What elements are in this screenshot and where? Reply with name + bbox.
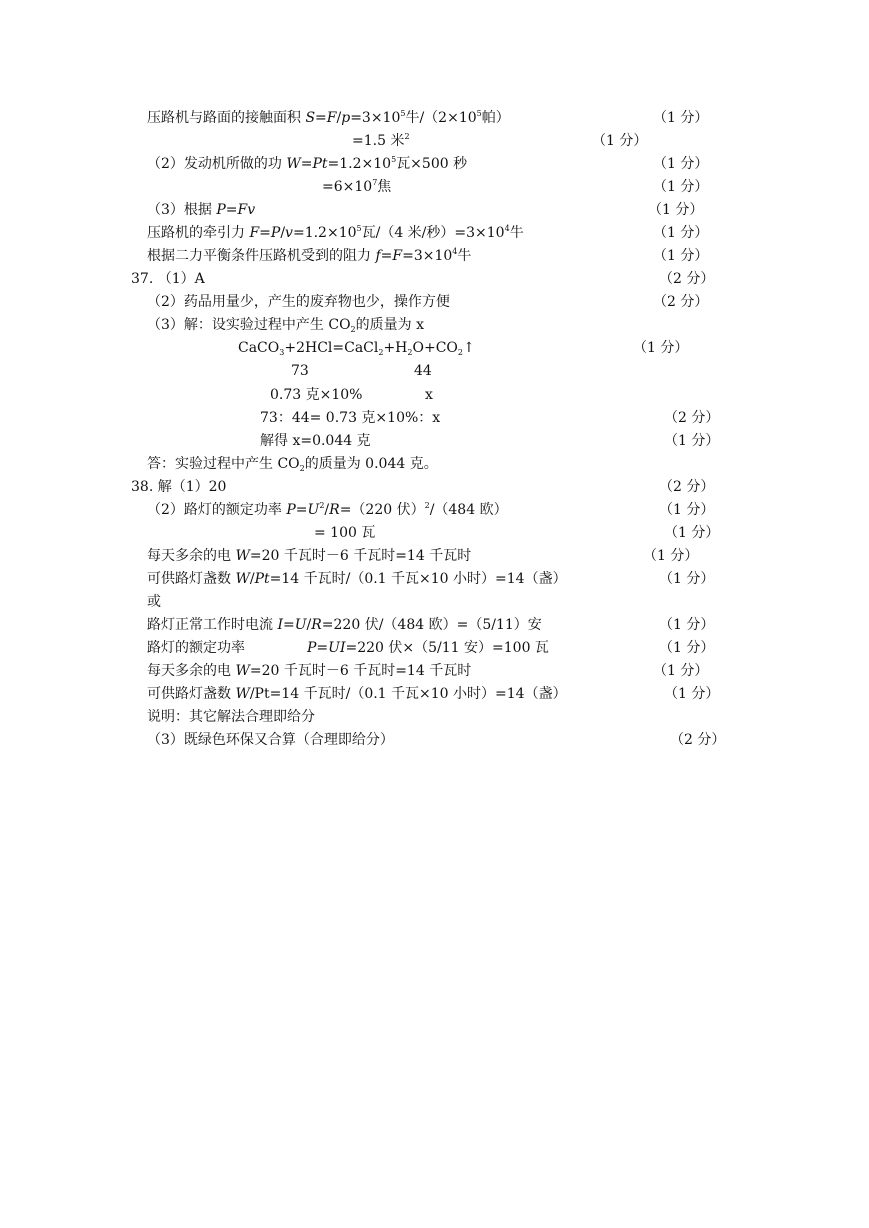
var-f-lower: f [375, 248, 381, 264]
var-p: P [216, 202, 226, 218]
exponent: 2 [424, 501, 430, 510]
answer-line-q37-1: 37. （1）A [131, 271, 205, 287]
score-label: （2 分） [659, 271, 715, 287]
exponent: 7 [372, 178, 378, 187]
score-label: （1 分） [659, 502, 715, 518]
subscript: 2 [378, 348, 384, 357]
var-pt: Pt [254, 571, 270, 587]
score-label: （1 分） [659, 640, 715, 656]
expr: =3×10 [402, 248, 453, 264]
expr: 牛 [457, 248, 472, 264]
var-u: U [307, 502, 320, 518]
var-f: F [249, 225, 260, 241]
slash: / [336, 110, 342, 126]
molar-mass-co2: 44 [414, 363, 432, 379]
expr: =3×10 [350, 110, 401, 126]
expr: =1.2×10 [292, 225, 357, 241]
exponent: 5 [400, 109, 406, 118]
var-u: U [294, 617, 307, 633]
slash: / [280, 225, 286, 241]
line-text: 每天多余的电 [147, 548, 236, 564]
var-p: P [286, 502, 296, 518]
line-text: 可供路灯盏数 [147, 571, 236, 587]
line-text: （3）解：设实验过程中产生 CO [147, 317, 351, 333]
score-label: （1 分） [653, 156, 709, 172]
answer-conclusion-q37 [147, 455, 438, 473]
mass-co2-unknown: x [425, 387, 433, 403]
expr: 的质量为 x [355, 317, 424, 333]
score-label: （1 分） [653, 179, 709, 195]
expr: =220 伏×（5/11 安）=100 瓦 [345, 640, 549, 656]
var-p: p [341, 110, 351, 126]
expr: /Pt=14 千瓦时/（0.1 千瓦×10 小时）=14（盏） [249, 686, 567, 702]
answer-line-q37-2: （2）药品用量少，产生的废弃物也少，操作方便 [147, 294, 450, 310]
exponent: 5 [391, 155, 397, 164]
line-text: CaCO [238, 340, 280, 356]
var-f: F [326, 110, 337, 126]
var-p: P [270, 225, 281, 241]
score-label: （2 分） [670, 732, 726, 748]
score-label: （1 分） [664, 433, 720, 449]
proportion-line: 73：44= 0.73 克×10%：x [260, 410, 441, 426]
subscript: 3 [279, 348, 285, 357]
var-v: v [247, 202, 256, 218]
score-label: （1 分） [659, 617, 715, 633]
chemical-equation [238, 339, 475, 357]
expr: O+CO [412, 340, 458, 356]
line-text: （2）发动机所做的功 [147, 156, 287, 172]
slash: / [306, 617, 312, 633]
score-label: （1 分） [592, 133, 648, 149]
line-text: =1.5 米 [352, 133, 405, 149]
score-label: （1 分） [653, 248, 709, 264]
subscript: 2 [407, 348, 413, 357]
expr: +H [383, 340, 408, 356]
score-label: （2 分） [664, 410, 720, 426]
eq: = [315, 110, 327, 126]
eq: = [380, 248, 393, 264]
line-text: 答：实验过程中产生 CO [147, 456, 300, 472]
score-label: （1 分） [648, 202, 704, 218]
var-r: R [311, 617, 322, 633]
answer-line-work-result [322, 178, 391, 196]
var-w: W [286, 156, 301, 172]
answer-line-engine-work [147, 155, 467, 173]
line-text: 每天多余的电 [147, 663, 236, 679]
answer-line-surplus-energy [147, 547, 471, 565]
score-label: （1 分） [659, 571, 715, 587]
expr: =1.2×10 [327, 156, 392, 172]
expr: 瓦/（4 米/秒）=3×10 [361, 225, 505, 241]
answer-line-rated-power-alt [147, 639, 549, 657]
exponent: 2 [319, 501, 325, 510]
expr: =20 千瓦时－6 千瓦时=14 千瓦时 [249, 663, 472, 679]
var-r: R [329, 502, 340, 518]
solution-result: 解得 x=0.044 克 [260, 433, 371, 449]
var-f: F [392, 248, 403, 264]
expr: =（220 伏） [339, 502, 425, 518]
expr: 帕） [481, 110, 510, 126]
answer-line-lamp-count [147, 570, 567, 588]
score-label: （1 分） [633, 340, 689, 356]
expr: +2HCl=CaCl [284, 340, 379, 356]
expr: 牛/（2×10 [405, 110, 477, 126]
alternative-method-label: 或 [147, 594, 161, 610]
subscript: 2 [299, 464, 305, 473]
line-text: 路灯的额定功率 [147, 640, 245, 656]
line-text: （2）路灯的额定功率 [147, 502, 287, 518]
answer-line-current [147, 616, 542, 634]
eq: = [316, 640, 329, 656]
var-i: I [277, 617, 283, 633]
answer-line-traction [147, 224, 524, 242]
line-text: （3）根据 [147, 202, 217, 218]
line-text: 压路机的牵引力 [147, 225, 250, 241]
answer-line-q38-3: （3）既绿色环保又合算（合理即给分） [147, 732, 394, 748]
line-text: 压路机与路面的接触面积 [147, 110, 306, 126]
mass-hcl: 0.73 克×10% [270, 387, 363, 403]
var-w: W [235, 571, 250, 587]
score-label: （2 分） [653, 294, 709, 310]
answer-line-surplus-energy-alt [147, 662, 471, 680]
expr: 焦 [377, 179, 392, 195]
answer-line-area-result [352, 132, 410, 150]
var-p: P [312, 156, 322, 172]
line-text: 可供路灯盏数 [147, 686, 236, 702]
eq: = [300, 156, 313, 172]
var-s: S [305, 110, 316, 126]
score-label: （1 分） [653, 225, 709, 241]
answer-line-power-result: = 100 瓦 [314, 525, 376, 541]
grading-note: 说明：其它解法合理即给分 [147, 709, 315, 725]
score-label: （1 分） [664, 686, 720, 702]
molar-mass-hcl: 73 [291, 363, 309, 379]
expr: =220 伏/（484 欧）=（5/11）安 [321, 617, 542, 633]
slash: / [324, 502, 330, 518]
line-text: 路灯正常工作时电流 [147, 617, 278, 633]
var-w: W [235, 548, 250, 564]
answer-line-contact-area [147, 109, 510, 127]
answer-line-power-formula [147, 201, 255, 219]
exponent: 5 [356, 224, 362, 233]
answer-line-rated-power [147, 501, 508, 519]
var-p: P [307, 640, 317, 656]
subscript: 2 [457, 348, 463, 357]
expr: =14 千瓦时/（0.1 千瓦×10 小时）=14（盏） [269, 571, 567, 587]
expr: =20 千瓦时－6 千瓦时=14 千瓦时 [249, 548, 472, 564]
expr: 的质量为 0.044 克。 [304, 456, 438, 472]
line-text: 根据二力平衡条件压路机受到的阻力 [147, 248, 376, 264]
exponent: 5 [476, 109, 482, 118]
expr: /（484 欧） [429, 502, 508, 518]
var-ui: UI [328, 640, 346, 656]
score-label: （1 分） [643, 548, 699, 564]
gas-arrow-icon: ↑ [463, 340, 475, 356]
var-w: W [235, 663, 250, 679]
score-label: （1 分） [653, 663, 709, 679]
eq: = [259, 225, 271, 241]
eq: = [282, 617, 295, 633]
eq: = [295, 502, 308, 518]
answer-line-q38-1: 38. 解（1）20 [131, 479, 227, 495]
score-label: （1 分） [664, 525, 720, 541]
var-w: W [235, 686, 250, 702]
line-text: =6×10 [322, 179, 373, 195]
answer-line-q37-3 [147, 316, 424, 334]
var-t: t [321, 156, 328, 172]
subscript: 2 [350, 325, 356, 334]
answer-line-lamp-count-alt [147, 685, 567, 703]
exponent: 2 [404, 132, 410, 141]
var-v: v [285, 225, 293, 241]
exponent: 4 [452, 247, 458, 256]
score-label: （2 分） [659, 479, 715, 495]
eq: = [225, 202, 238, 218]
var-f: F [237, 202, 248, 218]
exponent: 4 [504, 224, 510, 233]
score-label: （1 分） [653, 110, 709, 126]
expr: 瓦×500 秒 [396, 156, 468, 172]
slash: / [249, 571, 255, 587]
answer-line-resistance [147, 247, 471, 265]
expr: 牛 [509, 225, 524, 241]
